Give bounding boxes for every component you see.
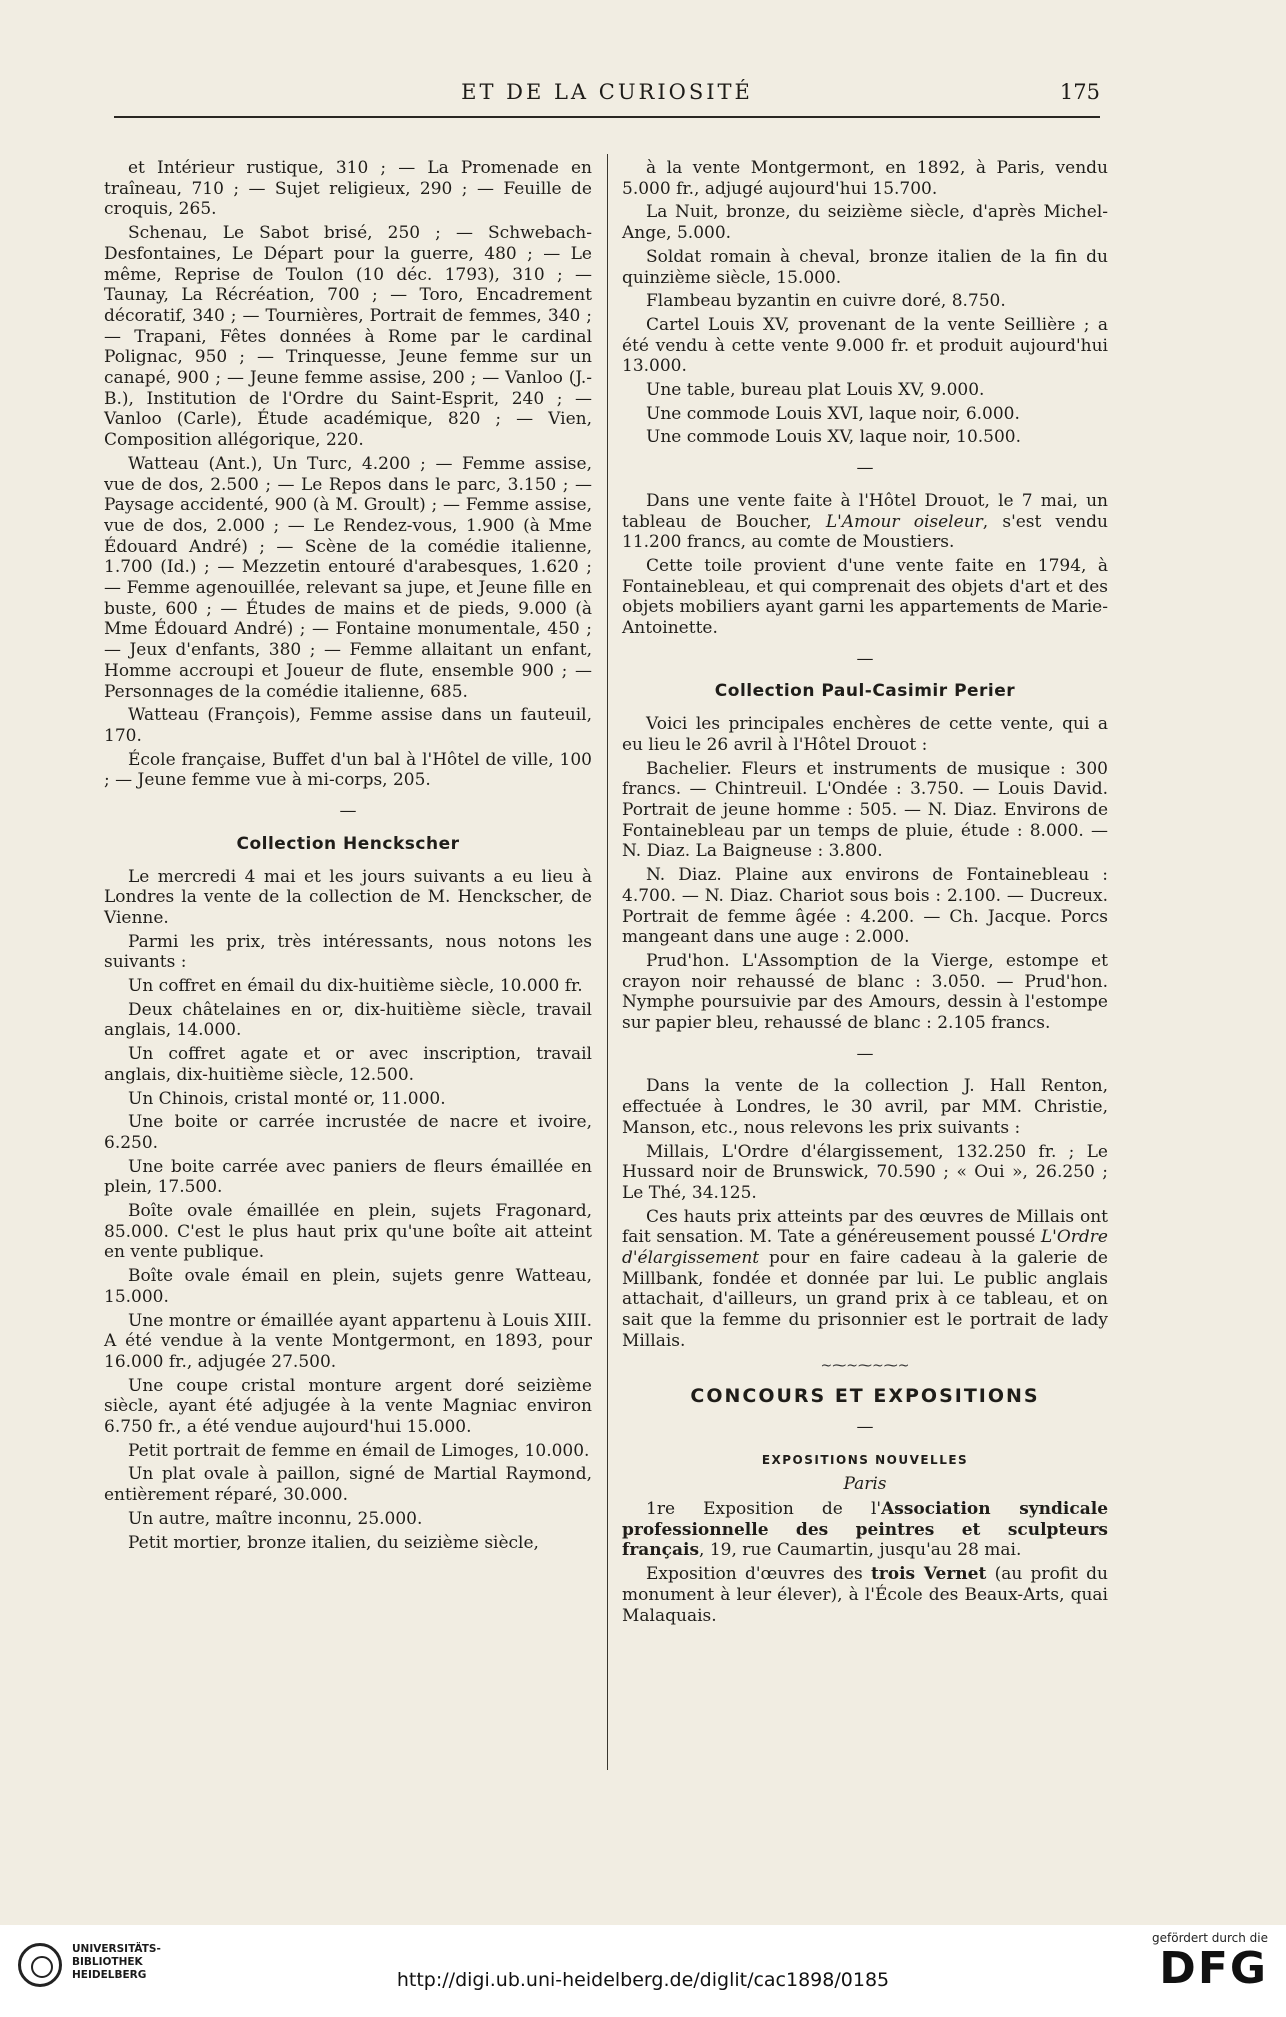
millais-title: L'Ordre d'élargissement [622, 1227, 1108, 1269]
sub-heading-expositions: EXPOSITIONS NOUVELLES [761, 1452, 969, 1467]
dfg-logo[interactable] [1118, 1931, 1268, 1993]
paragraph: Watteau (François), Femme assise dans un fauteuil, 170. [104, 705, 592, 746]
right-paragraphs-a [622, 158, 1108, 448]
paragraph: Un Chinois, cristal monté or, 11.000. [128, 1088, 446, 1109]
paragraph: Le mercredi 4 mai et les jours suivants a eu lieu à Londres la vente de la collection de M. Henckscher, de Vienne. [104, 866, 592, 928]
dfg-wordmark: DFG [1159, 1943, 1268, 1994]
paragraph: Boîte ovale émaillée en plein, sujets Fragonard, 85.000. C'est le plus haut prix qu'une boîte ait atteint en vente publique. [104, 1201, 592, 1263]
paragraph: Parmi les prix, très intéressants, nous notons les suivants : [104, 931, 592, 973]
paragraph: École française, Buffet d'un bal à l'Hôtel de ville, 100 ; — Jeune femme vue à mi-corps, 205. [104, 749, 592, 791]
right-paragraphs-d [622, 1076, 1108, 1203]
paragraph: Une montre or émaillée ayant appartenu à Louis XIII. A été vendue à la vente Montgermont, en 1893, pour 16.000 fr., adjugée 27.500. [104, 1310, 592, 1372]
paragraph: Une coupe cristal monture argent doré seizième siècle, ayant été adjugée à la vente Magniac environ 6.750 fr., a été vendue aujourd'hui 15.000. [104, 1375, 592, 1438]
paragraph: Schenau, Le Sabot brisé, 250 ; — Schwebach-Desfontaines, Le Départ pour la guerre, 480 ; — Le même, Reprise de Toulon (10 déc. 1793), 310 ; — Taunay, La Récréation, 700 ; — Toro, Encadrement décoratif, 340 ; — Tournières, Portrait de femmes, 340 ; — Trapani, Fêtes données à Rome par le cardinal Polignac, 950 ; — Trinquesse, Jeune femme sur un canapé, 900 ; — Jeune femme assise, 200 ; — Vanloo (J.-B.), Institution de l'Ordre du Saint-Esprit, 240 ; — Vanloo (Carle), Étude académique, 820 ; — Vien, Composition allégorique, 220. [104, 223, 592, 451]
exposition-2: Exposition d'œuvres des trois Vernet (au profit du monument à leur élever), à l'École des Beaux-Arts, quai Malaquais. [622, 1564, 1109, 1626]
header-title: ET DE LA CURIOSITÉ [461, 80, 753, 104]
page-number: 175 [1059, 80, 1100, 104]
section-heading-perier: Collection Paul-Casimir Perier [714, 681, 1016, 702]
paragraph: Bachelier. Fleurs et instruments de musique : 300 francs. — Chintreuil. L'Ondée : 3.750. — Louis David. Portrait de jeune homme : 505. — N. Diaz. Environs de Fontainebleau par un temps de pluie, étude : 8.000. — N. Diaz. La Baigneuse : 3.800. [622, 758, 1108, 862]
section-heading-henckscher: Collection Henckscher [236, 833, 460, 854]
boucher-paragraph: Dans une vente faite à l'Hôtel Drouot, le 7 mai, un tableau de Boucher, L'Amour oiseleur, s'est vendu 11.200 francs, au comte de Moustiers. [622, 490, 1109, 553]
running-header [114, 80, 1100, 120]
paragraph: Voici les principales enchères de cette vente, qui a eu lieu le 26 avril à l'Hôtel Drouot : [622, 714, 1108, 755]
section-separator: — [856, 1416, 874, 1437]
paragraph: Prud'hon. L'Assomption de la Vierge, estompe et crayon noir rehaussé de blanc : 3.050. — Prud'hon. Nymphe poursuivie par des Amours, dessin à l'estompe sur papier bleu, rehaussé de blanc : 2.105 francs. [622, 950, 1108, 1034]
paragraph: La Nuit, bronze, du seizième siècle, d'après Michel-Ange, 5.000. [622, 202, 1108, 244]
paragraph: Dans la vente de la collection J. Hall Renton, effectuée à Londres, le 30 avril, par MM. Christie, Manson, etc., nous relevons les prix suivants : [622, 1076, 1108, 1138]
right-paragraphs-c [622, 714, 1108, 1034]
paragraph: Une commode Louis XV, laque noir, 10.500. [646, 427, 1022, 448]
ornament-divider-icon: ~⁓~⁓~⁓~ [820, 1357, 910, 1374]
paragraph: Un coffret en émail du dix-huitième siècle, 10.000 fr. [128, 976, 583, 997]
header-rule [114, 116, 1100, 118]
paragraph: à la vente Montgermont, en 1892, à Paris, vendu 5.000 fr., adjugé aujourd'hui 15.700. [622, 158, 1108, 199]
right-column [622, 158, 1108, 1629]
section-separator: — [856, 648, 874, 669]
permalink-url[interactable]: http://digi.ub.uni-heidelberg.de/diglit/cac1898/0185 [396, 1969, 890, 1991]
left-paragraphs-a [104, 158, 592, 791]
paragraph: N. Diaz. Plaine aux environs de Fontainebleau : 4.700. — N. Diaz. Chariot sous bois : 2.100. — Ducreux. Portrait de femme âgée : 4.200. — Ch. Jacque. Porcs mangeant dans une auge : 2.000. [622, 865, 1108, 948]
paragraph: Une boite or carrée incrustée de nacre et ivoire, 6.250. [104, 1112, 592, 1153]
paragraph: Petit portrait de femme en émail de Limoges, 10.000. [128, 1440, 590, 1461]
paragraph: et Intérieur rustique, 310 ; — La Promenade en traîneau, 710 ; — Sujet religieux, 290 ; — Feuille de croquis, 265. [104, 158, 592, 220]
section-separator: — [339, 801, 357, 822]
paragraph: Un autre, maître inconnu, 25.000. [128, 1508, 423, 1529]
paragraph: Une commode Louis XVI, laque noir, 6.000. [646, 403, 1020, 424]
paragraph: Petit mortier, bronze italien, du seizième siècle, [128, 1532, 539, 1553]
funded-by-label: gefördert durch die [1152, 1931, 1268, 1945]
section-separator: — [856, 458, 874, 479]
paragraph: Deux châtelaines en or, dix-huitième siècle, travail anglais, 14.000. [104, 999, 592, 1041]
paragraph: Soldat romain à cheval, bronze italien de la fin du quinzième siècle, 15.000. [622, 246, 1108, 288]
paragraph: Une table, bureau plat Louis XV, 9.000. [646, 380, 985, 401]
viewer-footer [0, 1925, 1286, 2017]
paragraph: Flambeau byzantin en cuivre doré, 8.750. [646, 291, 1006, 312]
left-paragraphs-b [104, 867, 592, 1554]
paragraph: Un coffret agate et or avec inscription, travail anglais, dix-huitième siècle, 12.500. [104, 1044, 592, 1085]
paragraph: Cartel Louis XV, provenant de la vente Seillière ; a été vendu à cette vente 9.000 fr. et produit aujourd'hui 13.000. [622, 314, 1108, 377]
paragraph: Cette toile provient d'une vente faite en 1794, à Fontainebleau, et qui comprenait des objets d'art et des objets mobiliers ayant garni les appartements de Marie-Antoinette. [622, 555, 1108, 639]
paragraph: Watteau (Ant.), Un Turc, 4.200 ; — Femme assise, vue de dos, 2.500 ; — Le Repos dans le parc, 3.150 ; — Paysage accidenté, 900 (à M. Groult) ; — Femme assise, vue de dos, 2.000 ; — Le Rendez-vous, 1.900 (à Mme Édouard André) ; — Scène de la comédie italienne, 1.700 (Id.) ; — Mezzetin entouré d'arabesques, 1.620 ; — Femme agenouillée, relevant sa jupe, et Jeune fille en buste, 600 ; — Études de mains et de pieds, 9.000 (à Mme Édouard André) ; — Fontaine monumentale, 450 ; — Jeux d'enfants, 380 ; — Femme allaitant un enfant, Homme accroupi et Joueur de flute, ensemble 900 ; — Personnages de la comédie italienne, 685. [104, 453, 592, 702]
boucher-title: L'Amour oiseleur [825, 511, 983, 532]
section-separator: — [856, 1043, 874, 1064]
paragraph: Une boite carrée avec paniers de fleurs émaillée en plein, 17.500. [104, 1156, 592, 1198]
section-heading-concours: CONCOURS ET EXPOSITIONS [690, 1385, 1040, 1408]
exposition-1: 1re Exposition de l'Association syndicale professionnelle des peintres et sculpteurs français, 19, rue Caumartin, jusqu'au 28 mai. [622, 1499, 1109, 1561]
paragraph: Boîte ovale émail en plein, sujets genre Watteau, 15.000. [104, 1266, 592, 1307]
city-heading: Paris [843, 1474, 887, 1495]
paragraph: Un plat ovale à paillon, signé de Martial Raymond, entièrement réparé, 30.000. [104, 1464, 592, 1506]
right-paragraphs-b [622, 556, 1108, 639]
left-column [104, 158, 592, 1556]
millais-paragraph: Ces hauts prix atteints par des œuvres de Millais ont fait sensation. M. Tate a généreusement poussé L'Ordre d'élargissement pour en faire cadeau à la galerie de Millbank, fondée et donnée par lui. Le public anglais attachait, d'ailleurs, un grand prix à ce tableau, et on sait que la femme du prisonnier est le portrait de lady Millais. [622, 1206, 1108, 1351]
institution-name: UNIVERSITÄTS- BIBLIOTHEK HEIDELBERG [72, 1943, 161, 1981]
paragraph: Millais, L'Ordre d'élargissement, 132.250 fr. ; Le Hussard noir de Brunswick, 70.590 ; « Oui », 26.250 ; Le Thé, 34.125. [622, 1141, 1108, 1203]
column-divider [607, 154, 608, 1770]
